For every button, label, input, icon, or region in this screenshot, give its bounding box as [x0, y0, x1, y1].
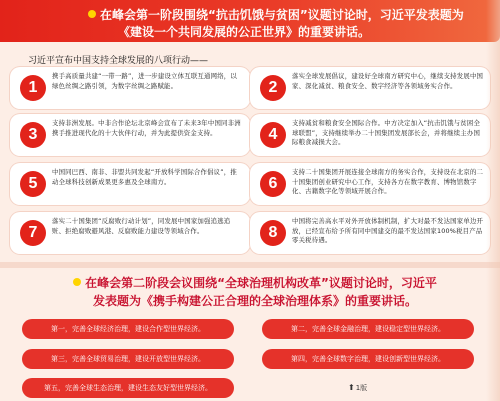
top-banner [0, 0, 500, 42]
action-card-6 [250, 163, 490, 205]
header-line-2: 《建设一个共同发展的公正世界》的重要讲话。 [118, 25, 371, 39]
action-number: 5 [20, 171, 46, 197]
action-card-4 [250, 114, 490, 156]
action-number: 6 [260, 171, 286, 197]
governance-item-3: 第三，完善全球贸易治理，建设开放型世界经济。 [22, 349, 234, 369]
action-text: 支持二十国集团开展连接全球南方的务实合作，支持设在北京的二十国集团创业研究中心工作，支持各方在数字教育、博物馆数字化、古籍数字化等领域开展合作。 [292, 168, 484, 195]
governance-item-1: 第一，完善全球经济治理，建设合作型世界经济。 [22, 319, 234, 339]
action-card-5 [10, 163, 250, 205]
action-number: 8 [260, 220, 286, 246]
header-line-1: 在峰会第一阶段围绕“抗击饥饿与贫困”议题讨论时，习近平发表题为 [88, 6, 464, 23]
action-text: 中国将完善高水平对外开放体制机制，扩大对最不发达国家单边开放，已经宣布给予所有同中国建交的最不发达国家100%税目产品零关税待遇。 [292, 217, 484, 244]
action-card-3 [10, 114, 250, 156]
second-header-line-2: 发表题为《携手构建公正合理的全球治理体系》的重要讲话。 [92, 294, 417, 308]
bullet-dot-icon [88, 10, 96, 18]
action-text: 落实全球发展倡议，建设好全球南方研究中心，继续支持发展中国家、深化减贫、粮食安全、数字经济等各领域务实合作。 [292, 72, 484, 90]
action-text: 落实二十国集团“反腐败行动计划”，同发展中国家加强追逃追赃、拒绝腐败避风港、反腐败能力建设等领域合作。 [52, 217, 231, 235]
action-text: 支持减贫和粮食安全国际合作。中方决定加入“抗击饥饿与贫困全球联盟”，支持继续举办二十国集团发展部长会，并将继续主办国际粮食减损大会。 [292, 119, 481, 146]
action-card-8 [250, 212, 490, 254]
governance-item-4: 第四，完善全球数字治理，建设创新型世界经济。 [262, 349, 474, 369]
page-reference[interactable]: ⬆1版 [348, 383, 368, 392]
page-edge-shade [486, 0, 500, 401]
action-card-7 [10, 212, 250, 254]
second-header-line-1: 在峰会第二阶段会议围绕“全球治理机构改革”议题讨论时，习近平 [30, 274, 480, 292]
action-card-1 [10, 67, 250, 109]
governance-item-5: 第五，完善全球生态治理，建设生态友好型世界经济。 [22, 378, 234, 398]
subtitle: 习近平宣布中国支持全球发展的八项行动—— [28, 56, 209, 66]
action-card-2 [250, 67, 490, 109]
action-text: 支持非洲发展。中非合作论坛北京峰会宣布了未来3年中国同非洲携手推进现代化的十大伙伴行动，并为此提供资金支持。 [52, 119, 241, 137]
action-number: 1 [20, 75, 46, 101]
action-number: 3 [20, 122, 46, 148]
action-number: 7 [20, 220, 46, 246]
second-stage-title [30, 274, 480, 310]
action-text: 携手高质量共建“一带一路”，进一步建设立体互联互通网络，以绿色丝绸之路引领，为数字丝绸之路赋能。 [52, 72, 237, 90]
arrow-up-icon: ⬆ [348, 383, 355, 392]
action-text: 中国同巴西、南非、非盟共同发起“开放科学国际合作倡议”，推动全球科技创新成果更多惠及全球南方。 [52, 168, 237, 186]
action-number: 2 [260, 75, 286, 101]
bullet-dot-icon [73, 278, 81, 286]
governance-item-2: 第二，完善全球金融治理，建设稳定型世界经济。 [262, 319, 474, 339]
action-number: 4 [260, 122, 286, 148]
